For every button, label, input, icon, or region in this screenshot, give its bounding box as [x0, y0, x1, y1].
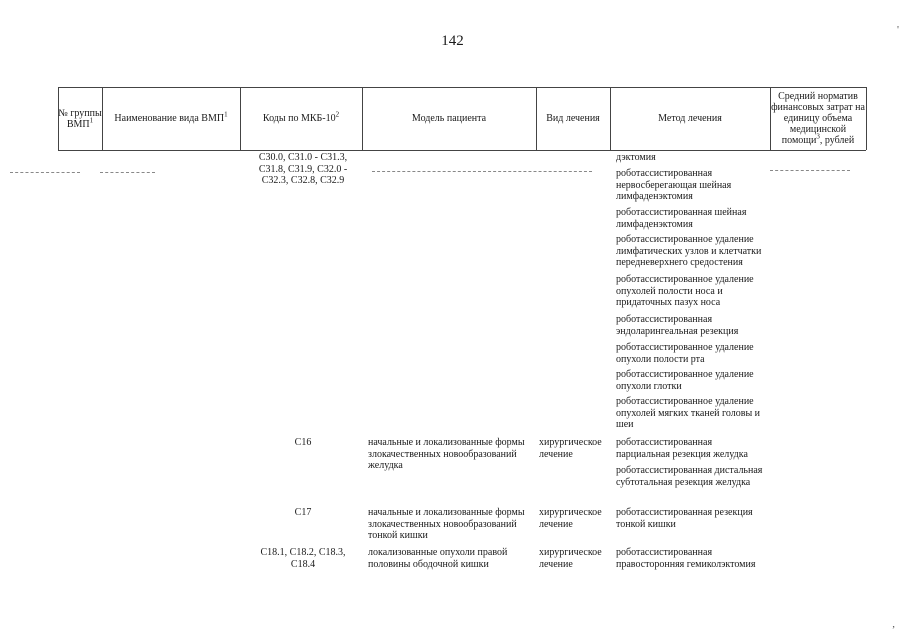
- header-treatment-type: Вид лечения: [546, 113, 600, 124]
- margin-mark: ': [897, 24, 899, 36]
- icd-codes-cell: C16: [294, 437, 312, 448]
- method-item: роботассистированное удаление опухолей полости носа и придаточных пазух носа: [616, 274, 754, 308]
- treatment-type-cell: хирургическое лечение: [539, 507, 602, 530]
- margin-mark: ,: [892, 618, 895, 630]
- method-item: роботассистированная шейная лимфаденэктомия: [616, 207, 747, 230]
- scan-artifact: [100, 172, 155, 173]
- scan-artifact: [372, 171, 592, 172]
- method-item: роботассистированная дистальная субтотальная резекция желудка: [616, 465, 763, 488]
- header-vmp-name: Наименование вида ВМП$^1$: [114, 110, 228, 124]
- header-treatment-method: Метод лечения: [658, 113, 722, 124]
- treatment-type-cell: хирургическое лечение: [539, 437, 602, 460]
- patient-model-cell: локализованные опухоли правой половины ободочной кишки: [368, 547, 508, 570]
- method-item: роботассистированная парциальная резекция желудка: [616, 437, 748, 460]
- page-number: 142: [441, 33, 464, 49]
- method-item: роботассистированное удаление опухоли полости рта: [616, 342, 754, 365]
- scan-artifact: [10, 172, 80, 173]
- method-item: роботассистированная нервосберегающая шейная лимфаденэктомия: [616, 168, 732, 202]
- header-group-no: № группы ВМП$^1$: [58, 107, 102, 130]
- scan-artifact: [770, 170, 850, 171]
- method-item: роботассистированная правосторонняя гемиколэктомия: [616, 547, 756, 570]
- treatment-type-cell: хирургическое лечение: [539, 547, 602, 570]
- method-item: роботассистированное удаление лимфатических узлов и клетчатки передневерхнего средостения: [616, 234, 762, 268]
- method-item: роботассистированное удаление опухолей мягких тканей головы и шеи: [616, 396, 761, 430]
- method-item: роботассистированная эндоларингеальная резекция: [616, 314, 739, 337]
- method-item: дэктомия: [616, 152, 656, 163]
- header-patient-model: Модель пациента: [411, 113, 487, 124]
- icd-codes-cell: C17: [294, 507, 312, 518]
- patient-model-cell: начальные и локализованные формы злокачественных новообразований желудка: [368, 437, 525, 471]
- method-item: роботассистированное удаление опухоли глотки: [616, 369, 754, 392]
- header-icd-codes: Коды по МКБ-$10^2$: [262, 110, 340, 124]
- icd-codes-cell: C18.1, C18.2, C18.3, C18.4: [260, 547, 346, 570]
- header-cost: Средний норматив финансовых затрат на единицу объема медицинской помощи$^3$, рублей: [771, 91, 865, 146]
- method-item: роботассистированная резекция тонкой кишки: [616, 507, 753, 530]
- patient-model-cell: начальные и локализованные формы злокачественных новообразований тонкой кишки: [368, 507, 525, 541]
- icd-codes-cell: C30.0, C31.0 - C31.3, C31.8, C31.9, C32.0 - C32.3, C32.8, C32.9: [258, 152, 348, 186]
